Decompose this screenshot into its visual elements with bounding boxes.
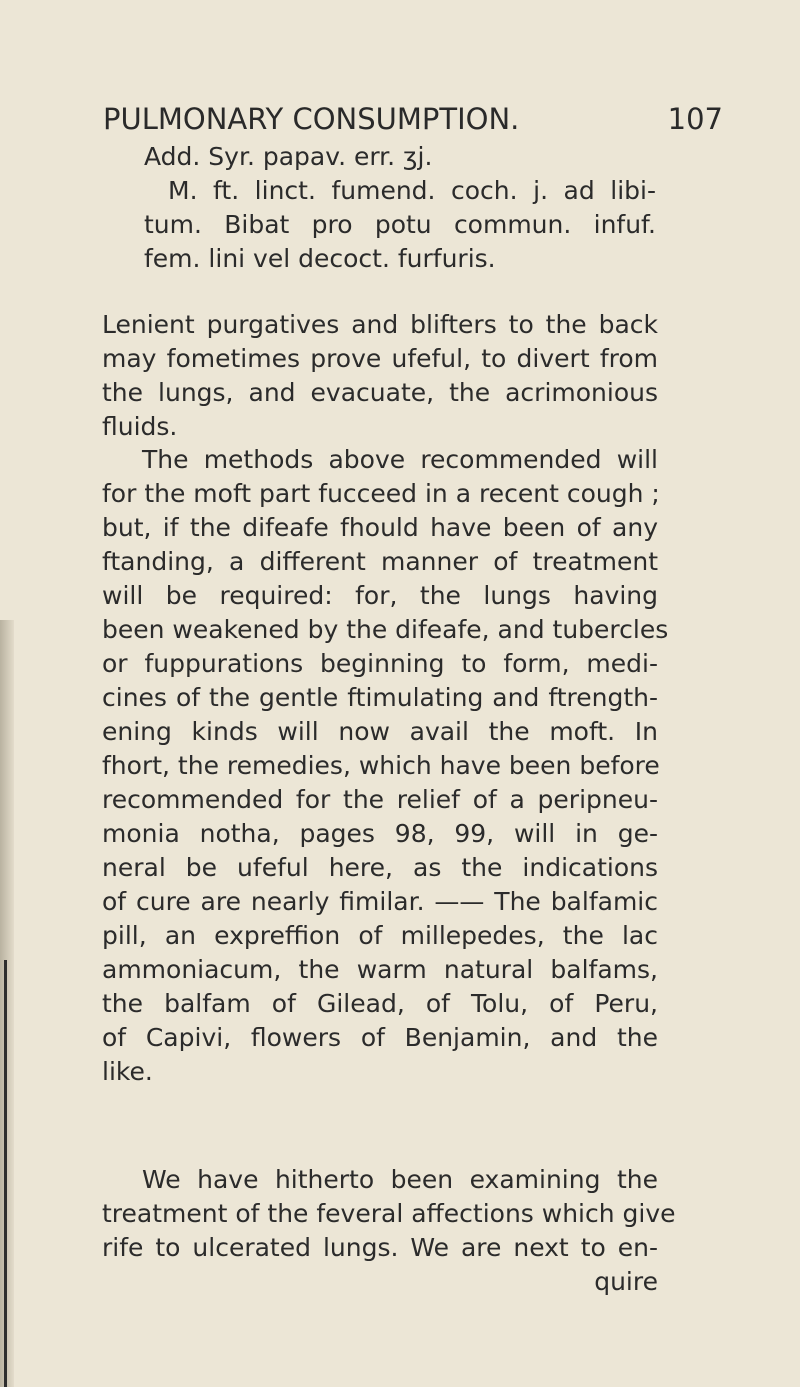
text-line: been weakened by the difeafe, and tubercles: [102, 615, 669, 644]
paragraph-purgatives: [102, 308, 658, 444]
prescription-line: M. ft. linct. fumend. coch. j. ad libi-: [168, 176, 656, 205]
text-line: will be required: for, the lungs having: [102, 581, 658, 610]
text-line: ammoniacum, the warm natural balfams,: [102, 955, 658, 984]
text-line: pill, an expreffion of millepedes, the lac: [102, 921, 658, 950]
binding-edge-line: [4, 960, 7, 1387]
text-line: of cure are nearly fimilar. —— The balfamic: [102, 887, 658, 916]
page-number: 107: [667, 102, 723, 136]
text-line: cines of the gentle ftimulating and ftrength-: [102, 683, 658, 712]
text-line: may fometimes prove ufeful, to divert from: [102, 344, 658, 373]
text-line: Lenient purgatives and blifters to the back: [102, 310, 658, 339]
text-line: the balfam of Gilead, of Tolu, of Peru,: [102, 989, 658, 1018]
prescription-block-cont: [168, 174, 656, 208]
text-line: for the moft part fucceed in a recent cough ;: [102, 479, 660, 508]
prescription-line: fem. lini vel decoct. furfuris.: [144, 244, 496, 273]
prescription-line: tum. Bibat pro potu commun. infuf.: [144, 210, 656, 239]
text-line: fhort, the remedies, which have been before: [102, 751, 660, 780]
paragraph-methods: [102, 443, 669, 1089]
text-line: monia notha, pages 98, 99, will in ge-: [102, 819, 658, 848]
text-line: ftanding, a different manner of treatment: [102, 547, 658, 576]
text-line: treatment of the feveral affections which give: [102, 1199, 676, 1228]
prescription-block-cont2: [144, 208, 656, 276]
prescription-block: [144, 140, 664, 174]
catchword: quire: [594, 1267, 658, 1296]
text-line: the lungs, and evacuate, the acrimonious: [102, 378, 658, 407]
text-line: rife to ulcerated lungs. We are next to en-: [102, 1233, 658, 1262]
text-line: recommended for the relief of a peripneu-: [102, 785, 658, 814]
text-line: We have hitherto been examining the: [142, 1165, 658, 1194]
text-line: of Capivi, flowers of Benjamin, and the: [102, 1023, 658, 1052]
binding-gutter-shadow: [0, 620, 14, 1387]
running-header: [103, 102, 723, 136]
text-line: The methods above recommended will: [142, 445, 658, 474]
text-line: neral be ufeful here, as the indications: [102, 853, 658, 882]
text-line: but, if the difeafe fhould have been of any: [102, 513, 658, 542]
text-line: or fuppurations beginning to form, medi-: [102, 649, 658, 678]
prescription-line: Add. Syr. papav. err. ʒj.: [144, 142, 433, 171]
text-line: ening kinds will now avail the moft. In: [102, 717, 658, 746]
paragraph-transition: [102, 1163, 676, 1299]
running-title: PULMONARY CONSUMPTION.: [103, 102, 520, 136]
text-line: like.: [102, 1057, 153, 1086]
text-line: fluids.: [102, 412, 178, 441]
